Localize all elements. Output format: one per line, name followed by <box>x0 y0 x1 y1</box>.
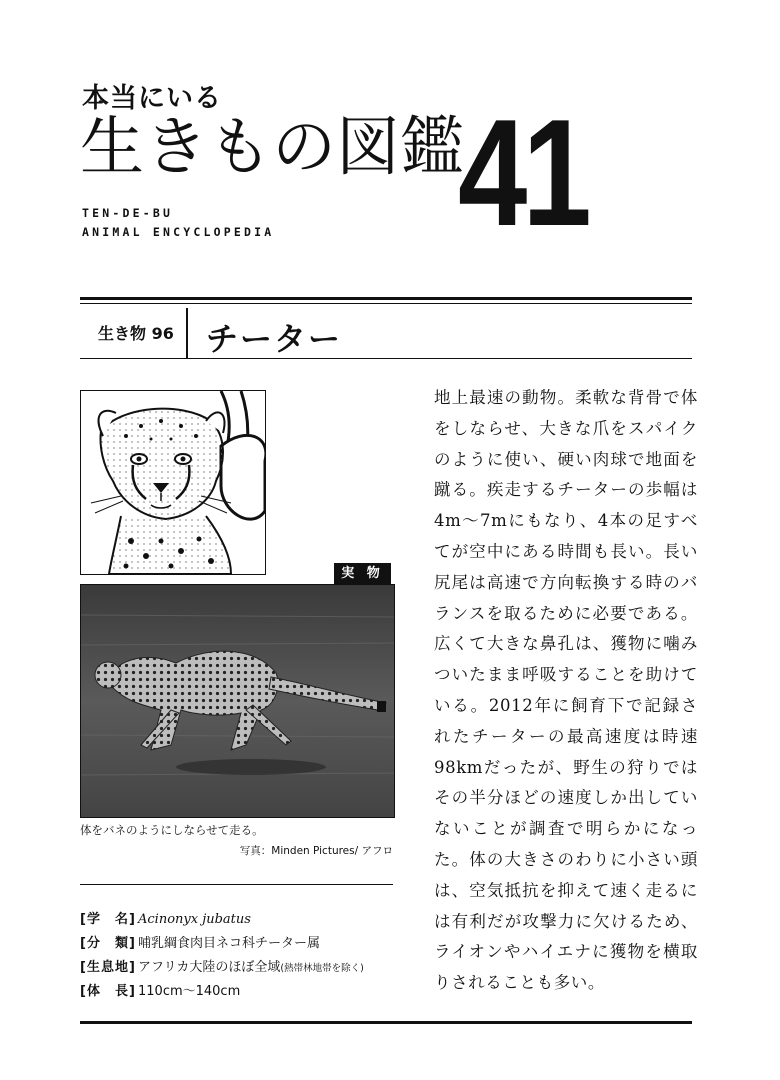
spec-key: [分 類] <box>80 936 136 951</box>
spec-note: (熱帯林地帯を除く) <box>280 963 364 974</box>
spec-value: Acinonyx jubatus <box>138 912 251 927</box>
series-subtitle: 本当にいる <box>82 83 222 114</box>
top-rule-thick <box>80 297 692 300</box>
english-series-line1: TEN-DE-BU <box>82 206 174 220</box>
spec-classification <box>80 932 364 956</box>
spec-value: 哺乳綱食肉目ネコ科チーター属 <box>138 936 321 951</box>
spec-value: 110cm〜140cm <box>138 984 241 999</box>
spec-key: [体 長] <box>80 984 136 999</box>
top-rule-thin <box>80 303 692 304</box>
spec-habitat <box>80 956 364 980</box>
spec-key: [生息地] <box>80 960 136 975</box>
volume-number: 41 <box>458 88 587 258</box>
real-photo-tag: 実 物 <box>334 563 391 584</box>
spec-key: [学 名] <box>80 912 136 927</box>
title-underline <box>80 358 692 359</box>
entry-number-label: 生き物 96 <box>98 324 174 343</box>
bottom-rule <box>80 1021 692 1024</box>
entry-divider <box>186 308 188 358</box>
english-series-line2: ANIMAL ENCYCLOPEDIA <box>82 225 275 239</box>
photo-credit: 写真：Minden Pictures/ アフロ <box>239 845 393 857</box>
species-spec-list <box>80 908 364 1004</box>
spec-body-length <box>80 980 364 1004</box>
spec-scientific-name <box>80 908 364 932</box>
spec-top-rule <box>80 884 393 885</box>
entry-title: チーター <box>206 320 343 358</box>
spec-value: アフリカ大陸のほぼ全域 <box>138 960 281 975</box>
description-text: 地上最速の動物。柔軟な背骨で体をしならせ、大きな爪をスパイクのように使い、硬い肉球で地面を蹴る。疾走するチーターの歩幅は4m〜7mにもなり、4本の足すべてが空中にある時間も長い。長い尻尾は高速で方向転換する時のバランスを取るために必要である。広くて大きな鼻孔は、獲物に噛みついたまま呼吸することを助けている。2012年に飼育下で記録されたチーターの最高速度は時速98kmだったが、野生の狩りではその半分ほどの速度しか出していないことが調査で明らかになった。体の大きさのわりに小さい頭は、空気抵抗を抑えて速く走るには有利だが攻撃力に欠けるため、ライオンやハイエナに獲物を横取りされることも多い。 <box>434 388 698 993</box>
cheetah-illustration <box>80 390 266 575</box>
cheetah-photo <box>80 584 395 818</box>
series-title: 生きもの図鑑 <box>80 111 464 185</box>
photo-caption: 体をバネのようにしならせて走る。 <box>80 823 264 837</box>
